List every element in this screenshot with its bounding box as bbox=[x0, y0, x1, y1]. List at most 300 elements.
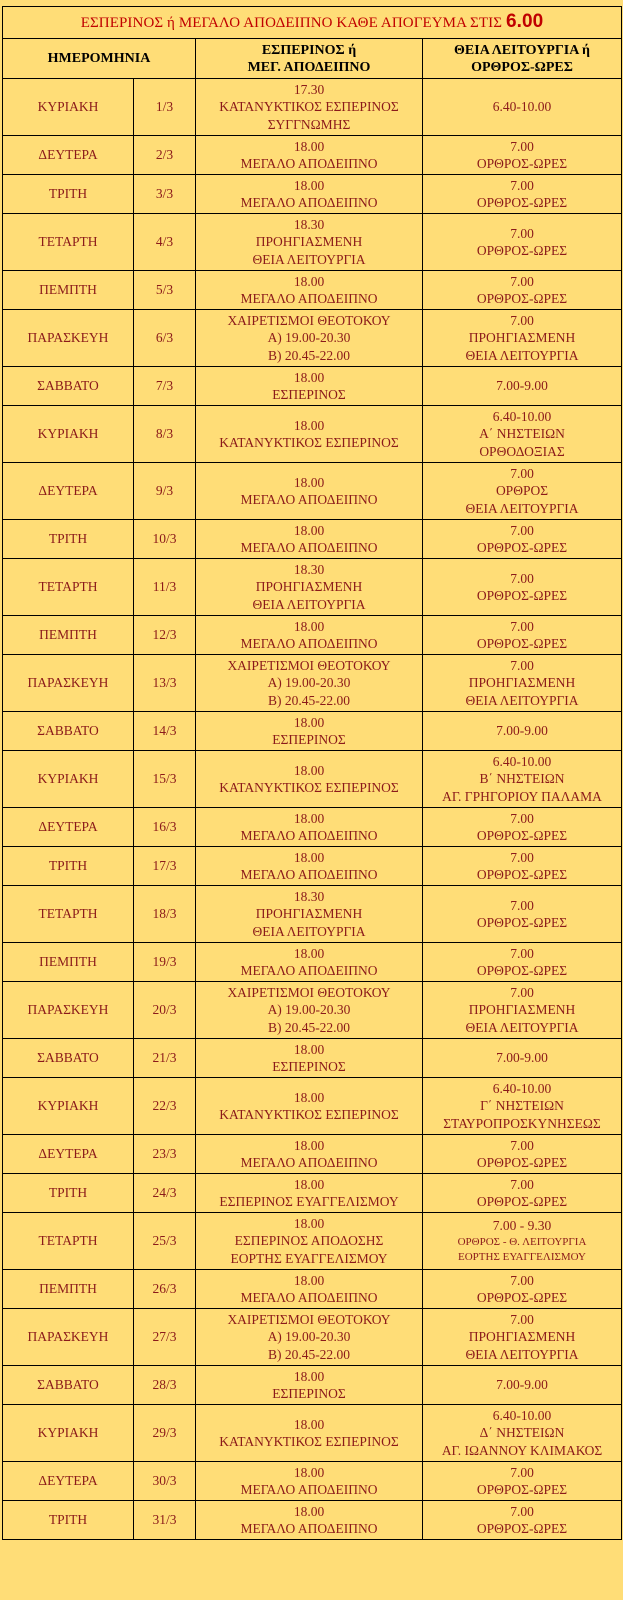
evening-line: 18.00 bbox=[293, 1503, 325, 1519]
evening-cell bbox=[196, 1135, 423, 1174]
table-row bbox=[3, 136, 622, 175]
evening-line: ΚΑΤΑΝΥΚΤΙΚΟΣ ΕΣΠΕΡΙΝΟΣ bbox=[219, 1434, 399, 1449]
morning-cell bbox=[423, 1501, 622, 1540]
evening-line: ΜΕΓΑΛΟ ΑΠΟΔΕΙΠΝΟ bbox=[240, 1482, 378, 1497]
evening-cell bbox=[196, 712, 423, 751]
table-row bbox=[3, 1405, 622, 1462]
morning-line: Δ΄ ΝΗΣΤΕΙΩΝ bbox=[479, 1425, 565, 1441]
day-cell: ΣΑΒΒΑΤΟ bbox=[3, 1366, 134, 1405]
morning-line: ΟΡΘΡΟΣ-ΩΡΕΣ bbox=[476, 1194, 568, 1209]
evening-line: Α) 19.00-20.30 bbox=[267, 330, 351, 346]
day-cell: ΤΡΙΤΗ bbox=[3, 520, 134, 559]
evening-line: 18.00 bbox=[293, 474, 325, 490]
evening-line: 18.00 bbox=[293, 138, 325, 154]
morning-line: ΟΡΘΡΟΣ-ΩΡΕΣ bbox=[476, 1521, 568, 1536]
evening-line: 18.00 bbox=[293, 810, 325, 826]
evening-line: Α) 19.00-20.30 bbox=[267, 1002, 351, 1018]
morning-cell bbox=[423, 271, 622, 310]
evening-line: 18.00 bbox=[293, 618, 325, 634]
morning-line: ΕΟΡΤΗΣ ΕΥΑΓΓΕΛΙΣΜΟΥ bbox=[458, 1250, 586, 1263]
date-cell: 14/3 bbox=[134, 712, 196, 751]
evening-line: ΧΑΙΡΕΤΙΣΜΟΙ ΘΕΟΤΟΚΟΥ bbox=[227, 984, 391, 1000]
morning-cell bbox=[423, 214, 622, 271]
morning-line: ΑΓ. ΙΩΑΝΝΟΥ ΚΛΙΜΑΚΟΣ bbox=[441, 1442, 603, 1458]
day-cell: ΠΕΜΠΤΗ bbox=[3, 943, 134, 982]
day-cell: ΠΑΡΑΣΚΕΥΗ bbox=[3, 655, 134, 712]
evening-cell bbox=[196, 463, 423, 520]
morning-line: 7.00 bbox=[510, 1503, 534, 1519]
evening-line: ΚΑΤΑΝΥΚΤΙΚΟΣ ΕΣΠΕΡΙΝΟΣ bbox=[219, 780, 399, 795]
table-row bbox=[3, 559, 622, 616]
date-cell: 1/3 bbox=[134, 79, 196, 136]
morning-cell bbox=[423, 1039, 622, 1078]
table-row bbox=[3, 1174, 622, 1213]
morning-line: ΠΡΟΗΓΙΑΣΜΕΝΗ bbox=[468, 330, 576, 346]
evening-line: ΜΕΓΑΛΟ ΑΠΟΔΕΙΠΝΟ bbox=[240, 636, 378, 651]
evening-line: ΜΕΓΑΛΟ ΑΠΟΔΕΙΠΝΟ bbox=[240, 540, 378, 555]
evening-line: ΧΑΙΡΕΤΙΣΜΟΙ ΘΕΟΤΟΚΟΥ bbox=[227, 1311, 391, 1327]
evening-line: 18.00 bbox=[293, 1041, 325, 1057]
evening-line: Β) 20.45-22.00 bbox=[267, 692, 351, 708]
evening-line: 18.00 bbox=[293, 1416, 325, 1432]
morning-line: Γ΄ ΝΗΣΤΕΙΩΝ bbox=[480, 1098, 564, 1114]
morning-line: ΟΡΘΡΟΣ-ΩΡΕΣ bbox=[476, 1290, 568, 1305]
evening-line: ΜΕΓΑΛΟ ΑΠΟΔΕΙΠΝΟ bbox=[240, 492, 378, 507]
morning-line: ΘΕΙΑ ΛΕΙΤΟΥΡΓΙΑ bbox=[465, 1346, 579, 1362]
date-cell: 17/3 bbox=[134, 847, 196, 886]
evening-line: ΜΕΓΑΛΟ ΑΠΟΔΕΙΠΝΟ bbox=[240, 195, 378, 210]
morning-line: Α΄ ΝΗΣΤΕΙΩΝ bbox=[479, 426, 565, 442]
schedule-table bbox=[2, 6, 622, 1540]
date-cell: 18/3 bbox=[134, 886, 196, 943]
morning-cell bbox=[423, 1270, 622, 1309]
table-row bbox=[3, 520, 622, 559]
evening-line: 18.30 bbox=[293, 888, 325, 904]
morning-cell bbox=[423, 751, 622, 808]
evening-line: ΧΑΙΡΕΤΙΣΜΟΙ ΘΕΟΤΟΚΟΥ bbox=[227, 657, 391, 673]
date-cell: 27/3 bbox=[134, 1309, 196, 1366]
evening-line: 18.00 bbox=[293, 1137, 325, 1153]
morning-line: 7.00 bbox=[510, 849, 534, 865]
evening-cell bbox=[196, 271, 423, 310]
table-row bbox=[3, 1213, 622, 1270]
morning-line: ΟΡΘΡΟΣ-ΩΡΕΣ bbox=[476, 540, 568, 555]
morning-line: 7.00 bbox=[510, 945, 534, 961]
date-cell: 11/3 bbox=[134, 559, 196, 616]
morning-cell bbox=[423, 1366, 622, 1405]
date-cell: 7/3 bbox=[134, 367, 196, 406]
day-cell: ΤΕΤΑΡΤΗ bbox=[3, 559, 134, 616]
evening-line: 18.00 bbox=[293, 1464, 325, 1480]
table-row bbox=[3, 655, 622, 712]
table-row bbox=[3, 982, 622, 1039]
date-cell: 29/3 bbox=[134, 1405, 196, 1462]
evening-line: ΜΕΓΑΛΟ ΑΠΟΔΕΙΠΝΟ bbox=[240, 291, 378, 306]
table-row bbox=[3, 310, 622, 367]
morning-line: 7.00 bbox=[510, 465, 534, 481]
morning-line: ΑΓ. ΓΡΗΓΟΡΙΟΥ ΠΑΛΑΜΑ bbox=[442, 788, 602, 804]
morning-cell bbox=[423, 1078, 622, 1135]
evening-line: ΘΕΙΑ ΛΕΙΤΟΥΡΓΙΑ bbox=[252, 596, 366, 612]
title-text: ΕΣΠΕΡΙΝΟΣ ή ΜΕΓΑΛΟ ΑΠΟΔΕΙΠΝΟ ΚΑΘΕ ΑΠΟΓΕΥΜΑ ΣΤΙΣ bbox=[80, 14, 503, 31]
day-cell: ΠΑΡΑΣΚΕΥΗ bbox=[3, 1309, 134, 1366]
evening-line: ΘΕΙΑ ΛΕΙΤΟΥΡΓΙΑ bbox=[252, 923, 366, 939]
morning-cell bbox=[423, 1462, 622, 1501]
morning-line: 7.00 bbox=[510, 312, 534, 328]
morning-cell bbox=[423, 136, 622, 175]
table-row bbox=[3, 751, 622, 808]
morning-line: 7.00 bbox=[510, 273, 534, 289]
evening-line: Α) 19.00-20.30 bbox=[267, 1329, 351, 1345]
evening-line: 18.30 bbox=[293, 216, 325, 232]
date-cell: 23/3 bbox=[134, 1135, 196, 1174]
evening-cell bbox=[196, 175, 423, 214]
table-row bbox=[3, 367, 622, 406]
evening-line: 18.00 bbox=[293, 1176, 325, 1192]
morning-cell bbox=[423, 943, 622, 982]
evening-cell bbox=[196, 214, 423, 271]
morning-line: 7.00 bbox=[510, 1311, 534, 1327]
morning-line: ΘΕΙΑ ΛΕΙΤΟΥΡΓΙΑ bbox=[465, 692, 579, 708]
day-cell: ΚΥΡΙΑΚΗ bbox=[3, 1078, 134, 1135]
header-morning: ΘΕΙΑ ΛΕΙΤΟΥΡΓΙΑ ή ΟΡΘΡΟΣ-ΩΡΕΣ bbox=[423, 39, 622, 79]
evening-line: ΚΑΤΑΝΥΚΤΙΚΟΣ ΕΣΠΕΡΙΝΟΣ bbox=[219, 99, 399, 115]
morning-cell bbox=[423, 1405, 622, 1462]
morning-cell bbox=[423, 406, 622, 463]
table-row bbox=[3, 1078, 622, 1135]
day-cell: ΤΕΤΑΡΤΗ bbox=[3, 1213, 134, 1270]
morning-cell bbox=[423, 1309, 622, 1366]
date-cell: 20/3 bbox=[134, 982, 196, 1039]
evening-line: ΜΕΓΑΛΟ ΑΠΟΔΕΙΠΝΟ bbox=[240, 1155, 378, 1170]
evening-cell bbox=[196, 1366, 423, 1405]
morning-line: 6.40-10.00 bbox=[492, 1080, 552, 1096]
evening-line: 18.00 bbox=[293, 417, 325, 433]
morning-line: ΠΡΟΗΓΙΑΣΜΕΝΗ bbox=[468, 1329, 576, 1345]
evening-cell bbox=[196, 1309, 423, 1366]
evening-cell bbox=[196, 1462, 423, 1501]
date-cell: 24/3 bbox=[134, 1174, 196, 1213]
title-time: 6.00 bbox=[505, 10, 544, 32]
morning-line: 7.00 bbox=[510, 138, 534, 154]
morning-line: 7.00-9.00 bbox=[496, 1050, 548, 1066]
table-row bbox=[3, 1309, 622, 1366]
date-cell: 13/3 bbox=[134, 655, 196, 712]
evening-cell bbox=[196, 1213, 423, 1270]
evening-cell bbox=[196, 886, 423, 943]
evening-line: 18.00 bbox=[293, 177, 325, 193]
morning-line: ΟΡΘΡΟΣ-ΩΡΕΣ bbox=[476, 828, 568, 843]
morning-line: ΟΡΘΡΟΣ-ΩΡΕΣ bbox=[476, 1155, 568, 1170]
morning-cell bbox=[423, 310, 622, 367]
morning-line: ΟΡΘΡΟΣ-ΩΡΕΣ bbox=[476, 963, 568, 978]
morning-cell bbox=[423, 616, 622, 655]
date-cell: 19/3 bbox=[134, 943, 196, 982]
table-row bbox=[3, 79, 622, 136]
evening-line: 18.00 bbox=[293, 1272, 325, 1288]
date-cell: 3/3 bbox=[134, 175, 196, 214]
morning-line: ΟΡΘΡΟΣ-ΩΡΕΣ bbox=[476, 195, 568, 210]
morning-line: ΠΡΟΗΓΙΑΣΜΕΝΗ bbox=[468, 1002, 576, 1018]
morning-line: 7.00 bbox=[510, 1464, 534, 1480]
morning-cell bbox=[423, 982, 622, 1039]
evening-line: 18.00 bbox=[293, 1089, 325, 1105]
morning-line: ΟΡΘΡΟΣ-ΩΡΕΣ bbox=[476, 291, 568, 306]
day-cell: ΠΕΜΠΤΗ bbox=[3, 1270, 134, 1309]
evening-line: ΕΣΠΕΡΙΝΟΣ bbox=[272, 1386, 346, 1401]
evening-line: ΧΑΙΡΕΤΙΣΜΟΙ ΘΕΟΤΟΚΟΥ bbox=[227, 312, 391, 328]
evening-line: 18.00 bbox=[293, 849, 325, 865]
morning-line: 6.40-10.00 bbox=[492, 99, 552, 115]
evening-cell bbox=[196, 1501, 423, 1540]
date-cell: 8/3 bbox=[134, 406, 196, 463]
evening-cell bbox=[196, 847, 423, 886]
morning-line: 7.00 bbox=[510, 570, 534, 586]
day-cell: ΤΡΙΤΗ bbox=[3, 1174, 134, 1213]
date-cell: 2/3 bbox=[134, 136, 196, 175]
table-row bbox=[3, 1270, 622, 1309]
schedule-title bbox=[3, 7, 622, 39]
evening-line: 18.00 bbox=[293, 273, 325, 289]
morning-cell bbox=[423, 367, 622, 406]
evening-line: 18.30 bbox=[293, 561, 325, 577]
table-row bbox=[3, 1039, 622, 1078]
morning-cell bbox=[423, 463, 622, 520]
table-row bbox=[3, 712, 622, 751]
evening-cell bbox=[196, 1174, 423, 1213]
evening-line: ΕΣΠΕΡΙΝΟΣ bbox=[272, 1059, 346, 1074]
table-row bbox=[3, 943, 622, 982]
morning-line: 7.00 - 9.30 bbox=[492, 1218, 552, 1234]
morning-cell bbox=[423, 712, 622, 751]
morning-line: 7.00 bbox=[510, 984, 534, 1000]
evening-line: ΜΕΓΑΛΟ ΑΠΟΔΕΙΠΝΟ bbox=[240, 828, 378, 843]
evening-line: ΚΑΤΑΝΥΚΤΙΚΟΣ ΕΣΠΕΡΙΝΟΣ bbox=[219, 435, 399, 450]
table-row bbox=[3, 1135, 622, 1174]
evening-line: ΕΣΠΕΡΙΝΟΣ bbox=[272, 732, 346, 747]
table-row bbox=[3, 847, 622, 886]
header-date: ΗΜΕΡΟΜΗΝΙΑ bbox=[3, 39, 196, 79]
evening-cell bbox=[196, 808, 423, 847]
evening-line: ΕΟΡΤΗΣ ΕΥΑΓΓΕΛΙΣΜΟΥ bbox=[230, 1250, 388, 1266]
table-row bbox=[3, 886, 622, 943]
date-cell: 10/3 bbox=[134, 520, 196, 559]
evening-line: ΕΣΠΕΡΙΝΟΣ ΑΠΟΔΟΣΗΣ bbox=[234, 1233, 384, 1249]
evening-cell bbox=[196, 655, 423, 712]
date-cell: 4/3 bbox=[134, 214, 196, 271]
morning-line: 7.00 bbox=[510, 1176, 534, 1192]
morning-line: ΟΡΘΡΟΣ bbox=[495, 483, 549, 499]
evening-cell bbox=[196, 1405, 423, 1462]
header-evening: ΕΣΠΕΡΙΝΟΣ ή ΜΕΓ. ΑΠΟΔΕΙΠΝΟ bbox=[196, 39, 423, 79]
morning-line: 7.00-9.00 bbox=[496, 378, 548, 394]
day-cell: ΚΥΡΙΑΚΗ bbox=[3, 406, 134, 463]
morning-line: ΟΡΘΡΟΣ-ΩΡΕΣ bbox=[476, 636, 568, 651]
morning-line: ΟΡΘΡΟΣ - Θ. ΛΕΙΤΟΥΡΓΙΑ bbox=[457, 1235, 587, 1248]
evening-cell bbox=[196, 1039, 423, 1078]
day-cell: ΚΥΡΙΑΚΗ bbox=[3, 751, 134, 808]
table-row bbox=[3, 406, 622, 463]
evening-line: 18.00 bbox=[293, 1215, 325, 1231]
day-cell: ΠΕΜΠΤΗ bbox=[3, 616, 134, 655]
evening-line: ΠΡΟΗΓΙΑΣΜΕΝΗ bbox=[255, 234, 363, 250]
table-row bbox=[3, 808, 622, 847]
evening-line: 18.00 bbox=[293, 762, 325, 778]
date-cell: 15/3 bbox=[134, 751, 196, 808]
day-cell: ΚΥΡΙΑΚΗ bbox=[3, 79, 134, 136]
morning-line: 7.00 bbox=[510, 522, 534, 538]
evening-line: Β) 20.45-22.00 bbox=[267, 347, 351, 363]
day-cell: ΣΑΒΒΑΤΟ bbox=[3, 712, 134, 751]
evening-line: ΜΕΓΑΛΟ ΑΠΟΔΕΙΠΝΟ bbox=[240, 963, 378, 978]
date-cell: 12/3 bbox=[134, 616, 196, 655]
morning-line: Β΄ ΝΗΣΤΕΙΩΝ bbox=[479, 771, 565, 787]
morning-line: 6.40-10.00 bbox=[492, 408, 552, 424]
day-cell: ΤΡΙΤΗ bbox=[3, 847, 134, 886]
evening-line: ΕΣΠΕΡΙΝΟΣ ΕΥΑΓΓΕΛΙΣΜΟΥ bbox=[219, 1194, 399, 1209]
day-cell: ΤΡΙΤΗ bbox=[3, 1501, 134, 1540]
morning-line: 7.00 bbox=[510, 657, 534, 673]
table-row bbox=[3, 1501, 622, 1540]
evening-line: 18.00 bbox=[293, 369, 325, 385]
day-cell: ΚΥΡΙΑΚΗ bbox=[3, 1405, 134, 1462]
evening-line: Α) 19.00-20.30 bbox=[267, 675, 351, 691]
morning-line: 7.00 bbox=[510, 1272, 534, 1288]
date-cell: 9/3 bbox=[134, 463, 196, 520]
day-cell: ΠΑΡΑΣΚΕΥΗ bbox=[3, 982, 134, 1039]
morning-line: ΟΡΘΡΟΣ-ΩΡΕΣ bbox=[476, 588, 568, 603]
evening-cell bbox=[196, 520, 423, 559]
evening-cell bbox=[196, 751, 423, 808]
date-cell: 25/3 bbox=[134, 1213, 196, 1270]
morning-line: 7.00 bbox=[510, 810, 534, 826]
evening-line: Β) 20.45-22.00 bbox=[267, 1019, 351, 1035]
morning-line: ΟΡΘΡΟΣ-ΩΡΕΣ bbox=[476, 867, 568, 882]
morning-line: ΠΡΟΗΓΙΑΣΜΕΝΗ bbox=[468, 675, 576, 691]
evening-line: ΕΣΠΕΡΙΝΟΣ bbox=[272, 387, 346, 402]
morning-line: ΟΡΘΡΟΣ-ΩΡΕΣ bbox=[476, 1482, 568, 1497]
morning-line: ΣΤΑΥΡΟΠΡΟΣΚΥΝΗΣΕΩΣ bbox=[443, 1115, 601, 1131]
morning-line: ΟΡΘΟΔΟΞΙΑΣ bbox=[479, 443, 565, 459]
evening-line: 17.30 bbox=[293, 81, 325, 97]
morning-line: ΘΕΙΑ ΛΕΙΤΟΥΡΓΙΑ bbox=[465, 1019, 579, 1035]
morning-cell bbox=[423, 79, 622, 136]
schedule-rows bbox=[3, 79, 622, 1540]
evening-line: ΜΕΓΑΛΟ ΑΠΟΔΕΙΠΝΟ bbox=[240, 156, 378, 171]
morning-line: 7.00 bbox=[510, 1137, 534, 1153]
morning-line: ΘΕΙΑ ΛΕΙΤΟΥΡΓΙΑ bbox=[465, 347, 579, 363]
evening-line: 18.00 bbox=[293, 1368, 325, 1384]
date-cell: 31/3 bbox=[134, 1501, 196, 1540]
morning-line: ΟΡΘΡΟΣ-ΩΡΕΣ bbox=[476, 243, 568, 258]
morning-line: 7.00 bbox=[510, 897, 534, 913]
morning-line: 6.40-10.00 bbox=[492, 753, 552, 769]
morning-cell bbox=[423, 520, 622, 559]
evening-line: 18.00 bbox=[293, 522, 325, 538]
morning-cell bbox=[423, 847, 622, 886]
day-cell: ΔΕΥΤΕΡΑ bbox=[3, 136, 134, 175]
date-cell: 5/3 bbox=[134, 271, 196, 310]
evening-cell bbox=[196, 310, 423, 367]
day-cell: ΔΕΥΤΕΡΑ bbox=[3, 463, 134, 520]
morning-cell bbox=[423, 1135, 622, 1174]
evening-line: ΘΕΙΑ ΛΕΙΤΟΥΡΓΙΑ bbox=[252, 251, 366, 267]
evening-cell bbox=[196, 559, 423, 616]
evening-line: ΣΥΓΓΝΩΜΗΣ bbox=[267, 116, 351, 132]
day-cell: ΤΡΙΤΗ bbox=[3, 175, 134, 214]
morning-line: 7.00 bbox=[510, 618, 534, 634]
table-row bbox=[3, 175, 622, 214]
morning-cell bbox=[423, 808, 622, 847]
morning-cell bbox=[423, 1174, 622, 1213]
table-row bbox=[3, 214, 622, 271]
morning-line: 7.00 bbox=[510, 177, 534, 193]
date-cell: 30/3 bbox=[134, 1462, 196, 1501]
evening-cell bbox=[196, 406, 423, 463]
table-row bbox=[3, 463, 622, 520]
morning-line: ΘΕΙΑ ΛΕΙΤΟΥΡΓΙΑ bbox=[465, 500, 579, 516]
day-cell: ΣΑΒΒΑΤΟ bbox=[3, 1039, 134, 1078]
morning-cell bbox=[423, 886, 622, 943]
date-cell: 28/3 bbox=[134, 1366, 196, 1405]
date-cell: 26/3 bbox=[134, 1270, 196, 1309]
evening-line: 18.00 bbox=[293, 714, 325, 730]
evening-line: ΠΡΟΗΓΙΑΣΜΕΝΗ bbox=[255, 906, 363, 922]
day-cell: ΣΑΒΒΑΤΟ bbox=[3, 367, 134, 406]
morning-cell bbox=[423, 1213, 622, 1270]
morning-line: 7.00-9.00 bbox=[496, 1377, 548, 1393]
table-row bbox=[3, 1366, 622, 1405]
date-cell: 22/3 bbox=[134, 1078, 196, 1135]
date-cell: 16/3 bbox=[134, 808, 196, 847]
evening-cell bbox=[196, 79, 423, 136]
day-cell: ΔΕΥΤΕΡΑ bbox=[3, 808, 134, 847]
day-cell: ΤΕΤΑΡΤΗ bbox=[3, 214, 134, 271]
morning-line: 7.00 bbox=[510, 225, 534, 241]
evening-cell bbox=[196, 1270, 423, 1309]
morning-line: 7.00-9.00 bbox=[496, 723, 548, 739]
morning-line: 6.40-10.00 bbox=[492, 1407, 552, 1423]
evening-line: ΠΡΟΗΓΙΑΣΜΕΝΗ bbox=[255, 579, 363, 595]
date-cell: 6/3 bbox=[134, 310, 196, 367]
table-row bbox=[3, 271, 622, 310]
evening-line: Β) 20.45-22.00 bbox=[267, 1346, 351, 1362]
evening-line: ΜΕΓΑΛΟ ΑΠΟΔΕΙΠΝΟ bbox=[240, 867, 378, 882]
evening-line: ΚΑΤΑΝΥΚΤΙΚΟΣ ΕΣΠΕΡΙΝΟΣ bbox=[219, 1107, 399, 1122]
evening-cell bbox=[196, 982, 423, 1039]
morning-line: ΟΡΘΡΟΣ-ΩΡΕΣ bbox=[476, 915, 568, 930]
evening-cell bbox=[196, 943, 423, 982]
table-row bbox=[3, 616, 622, 655]
day-cell: ΔΕΥΤΕΡΑ bbox=[3, 1135, 134, 1174]
day-cell: ΤΕΤΑΡΤΗ bbox=[3, 886, 134, 943]
evening-line: 18.00 bbox=[293, 945, 325, 961]
morning-cell bbox=[423, 559, 622, 616]
evening-line: ΜΕΓΑΛΟ ΑΠΟΔΕΙΠΝΟ bbox=[240, 1521, 378, 1536]
evening-cell bbox=[196, 616, 423, 655]
morning-line: ΟΡΘΡΟΣ-ΩΡΕΣ bbox=[476, 156, 568, 171]
evening-cell bbox=[196, 367, 423, 406]
day-cell: ΠΕΜΠΤΗ bbox=[3, 271, 134, 310]
morning-cell bbox=[423, 655, 622, 712]
table-row bbox=[3, 1462, 622, 1501]
day-cell: ΔΕΥΤΕΡΑ bbox=[3, 1462, 134, 1501]
date-cell: 21/3 bbox=[134, 1039, 196, 1078]
day-cell: ΠΑΡΑΣΚΕΥΗ bbox=[3, 310, 134, 367]
evening-line: ΜΕΓΑΛΟ ΑΠΟΔΕΙΠΝΟ bbox=[240, 1290, 378, 1305]
morning-cell bbox=[423, 175, 622, 214]
evening-cell bbox=[196, 136, 423, 175]
